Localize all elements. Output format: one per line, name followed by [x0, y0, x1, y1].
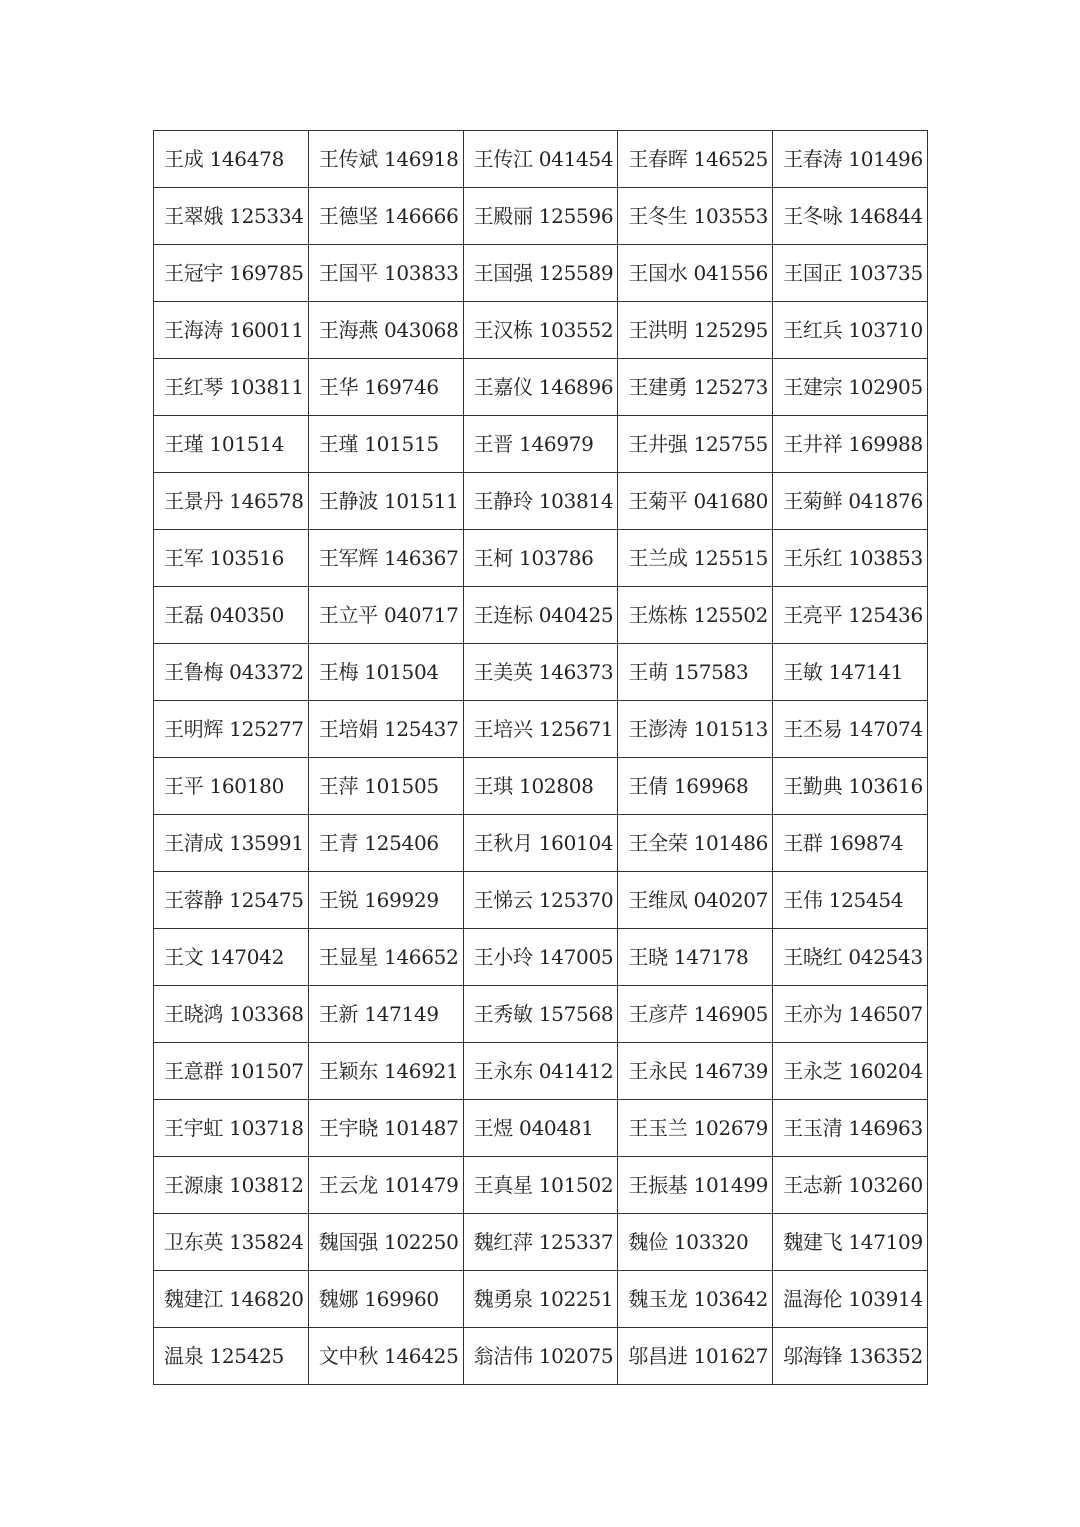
table-row — [154, 644, 928, 701]
table-cell: 王锐 169929 — [308, 872, 463, 929]
table-cell: 王彦芹 146905 — [618, 986, 773, 1043]
table-cell: 王平 160180 — [154, 758, 309, 815]
table-cell: 王景丹 146578 — [154, 473, 309, 530]
table-cell: 王乐红 103853 — [773, 530, 928, 587]
table-cell: 王亦为 146507 — [773, 986, 928, 1043]
table-cell: 王菊鲜 041876 — [773, 473, 928, 530]
table-cell: 王磊 040350 — [154, 587, 309, 644]
table-cell: 王军辉 146367 — [308, 530, 463, 587]
table-cell: 王德坚 146666 — [308, 188, 463, 245]
table-cell: 王萍 101505 — [308, 758, 463, 815]
table-cell: 魏国强 102250 — [308, 1214, 463, 1271]
table-cell: 王小玲 147005 — [463, 929, 618, 986]
table-cell: 王宇虹 103718 — [154, 1100, 309, 1157]
table-cell: 王文 147042 — [154, 929, 309, 986]
table-cell: 王传江 041454 — [463, 131, 618, 188]
table-row — [154, 872, 928, 929]
table-cell: 王红兵 103710 — [773, 302, 928, 359]
table-cell: 魏勇泉 102251 — [463, 1271, 618, 1328]
table-cell: 王冬生 103553 — [618, 188, 773, 245]
table-cell: 王汉栋 103552 — [463, 302, 618, 359]
table-row — [154, 245, 928, 302]
table-cell: 王建宗 102905 — [773, 359, 928, 416]
table-cell: 王萌 157583 — [618, 644, 773, 701]
table-cell: 王意群 101507 — [154, 1043, 309, 1100]
table-cell: 魏娜 169960 — [308, 1271, 463, 1328]
table-cell: 王华 169746 — [308, 359, 463, 416]
table-cell: 王永东 041412 — [463, 1043, 618, 1100]
table-cell: 王真星 101502 — [463, 1157, 618, 1214]
table-cell: 王井强 125755 — [618, 416, 773, 473]
table-cell: 王洪明 125295 — [618, 302, 773, 359]
table-row — [154, 302, 928, 359]
table-cell: 王悌云 125370 — [463, 872, 618, 929]
table-row — [154, 188, 928, 245]
table-cell: 王秋月 160104 — [463, 815, 618, 872]
table-cell: 王殿丽 125596 — [463, 188, 618, 245]
table-cell: 王红琴 103811 — [154, 359, 309, 416]
table-cell: 王晋 146979 — [463, 416, 618, 473]
table-cell: 王晓 147178 — [618, 929, 773, 986]
table-row — [154, 1328, 928, 1385]
table-cell: 魏红萍 125337 — [463, 1214, 618, 1271]
table-cell: 王培兴 125671 — [463, 701, 618, 758]
table-row — [154, 986, 928, 1043]
table-cell: 王全荣 101486 — [618, 815, 773, 872]
table-cell: 王冠宇 169785 — [154, 245, 309, 302]
table-cell: 王国水 041556 — [618, 245, 773, 302]
table-cell: 王军 103516 — [154, 530, 309, 587]
table-cell: 王鲁梅 043372 — [154, 644, 309, 701]
table-cell: 王云龙 101479 — [308, 1157, 463, 1214]
table-body — [154, 131, 928, 1385]
table-row — [154, 1157, 928, 1214]
table-cell: 王伟 125454 — [773, 872, 928, 929]
table-cell: 王倩 169968 — [618, 758, 773, 815]
table-cell: 王瑾 101515 — [308, 416, 463, 473]
table-cell: 王煜 040481 — [463, 1100, 618, 1157]
table-cell: 王琪 102808 — [463, 758, 618, 815]
table-cell: 王青 125406 — [308, 815, 463, 872]
table-cell: 王国正 103735 — [773, 245, 928, 302]
table-row — [154, 416, 928, 473]
table-cell: 王晓鸿 103368 — [154, 986, 309, 1043]
table-cell: 温海伦 103914 — [773, 1271, 928, 1328]
table-cell: 王玉清 146963 — [773, 1100, 928, 1157]
table-cell: 王清成 135991 — [154, 815, 309, 872]
table-cell: 王群 169874 — [773, 815, 928, 872]
table-cell: 王瑾 101514 — [154, 416, 309, 473]
table-cell: 王兰成 125515 — [618, 530, 773, 587]
table-cell: 王春涛 101496 — [773, 131, 928, 188]
table-cell: 王炼栋 125502 — [618, 587, 773, 644]
table-row — [154, 473, 928, 530]
table-row — [154, 359, 928, 416]
table-cell: 魏建飞 147109 — [773, 1214, 928, 1271]
table-row — [154, 1100, 928, 1157]
table-cell: 王成 146478 — [154, 131, 309, 188]
table-row — [154, 929, 928, 986]
table-row — [154, 758, 928, 815]
table-cell: 王冬咏 146844 — [773, 188, 928, 245]
table-cell: 温泉 125425 — [154, 1328, 309, 1385]
table-cell: 王敏 147141 — [773, 644, 928, 701]
table-cell: 王晓红 042543 — [773, 929, 928, 986]
table-cell: 文中秋 146425 — [308, 1328, 463, 1385]
table-cell: 王显星 146652 — [308, 929, 463, 986]
table-cell: 王永芝 160204 — [773, 1043, 928, 1100]
table-cell: 王海燕 043068 — [308, 302, 463, 359]
table-cell: 王永民 146739 — [618, 1043, 773, 1100]
table-cell: 王源康 103812 — [154, 1157, 309, 1214]
table-cell: 王颖东 146921 — [308, 1043, 463, 1100]
table-cell: 卫东英 135824 — [154, 1214, 309, 1271]
table-cell: 魏玉龙 103642 — [618, 1271, 773, 1328]
table-cell: 王立平 040717 — [308, 587, 463, 644]
table-cell: 王培娟 125437 — [308, 701, 463, 758]
table-cell: 魏建江 146820 — [154, 1271, 309, 1328]
table-cell: 王明辉 125277 — [154, 701, 309, 758]
table-cell: 王翠娥 125334 — [154, 188, 309, 245]
table-cell: 王丕易 147074 — [773, 701, 928, 758]
table-cell: 王维凤 040207 — [618, 872, 773, 929]
table-row — [154, 701, 928, 758]
table-row — [154, 530, 928, 587]
table-row — [154, 815, 928, 872]
table-cell: 王静波 101511 — [308, 473, 463, 530]
table-cell: 王澎涛 101513 — [618, 701, 773, 758]
table-cell: 王菊平 041680 — [618, 473, 773, 530]
table-row — [154, 131, 928, 188]
table-cell: 邬海锋 136352 — [773, 1328, 928, 1385]
table-cell: 王嘉仪 146896 — [463, 359, 618, 416]
table-cell: 邬昌进 101627 — [618, 1328, 773, 1385]
table-cell: 王连标 040425 — [463, 587, 618, 644]
table-cell: 翁洁伟 102075 — [463, 1328, 618, 1385]
table-cell: 王蓉静 125475 — [154, 872, 309, 929]
table-cell: 王宇晓 101487 — [308, 1100, 463, 1157]
table-cell: 魏俭 103320 — [618, 1214, 773, 1271]
name-list-table — [153, 130, 928, 1385]
table-cell: 王亮平 125436 — [773, 587, 928, 644]
table-cell: 王静玲 103814 — [463, 473, 618, 530]
table-row — [154, 587, 928, 644]
table-cell: 王海涛 160011 — [154, 302, 309, 359]
table-cell: 王梅 101504 — [308, 644, 463, 701]
table-cell: 王春晖 146525 — [618, 131, 773, 188]
table-cell: 王美英 146373 — [463, 644, 618, 701]
table-cell: 王国强 125589 — [463, 245, 618, 302]
table-cell: 王柯 103786 — [463, 530, 618, 587]
table-cell: 王传斌 146918 — [308, 131, 463, 188]
table-row — [154, 1214, 928, 1271]
table-cell: 王秀敏 157568 — [463, 986, 618, 1043]
table-cell: 王玉兰 102679 — [618, 1100, 773, 1157]
table-cell: 王建勇 125273 — [618, 359, 773, 416]
table-cell: 王志新 103260 — [773, 1157, 928, 1214]
table-row — [154, 1271, 928, 1328]
table-cell: 王井祥 169988 — [773, 416, 928, 473]
table-cell: 王国平 103833 — [308, 245, 463, 302]
table-cell: 王新 147149 — [308, 986, 463, 1043]
table-row — [154, 1043, 928, 1100]
table-cell: 王勤典 103616 — [773, 758, 928, 815]
table-cell: 王振基 101499 — [618, 1157, 773, 1214]
